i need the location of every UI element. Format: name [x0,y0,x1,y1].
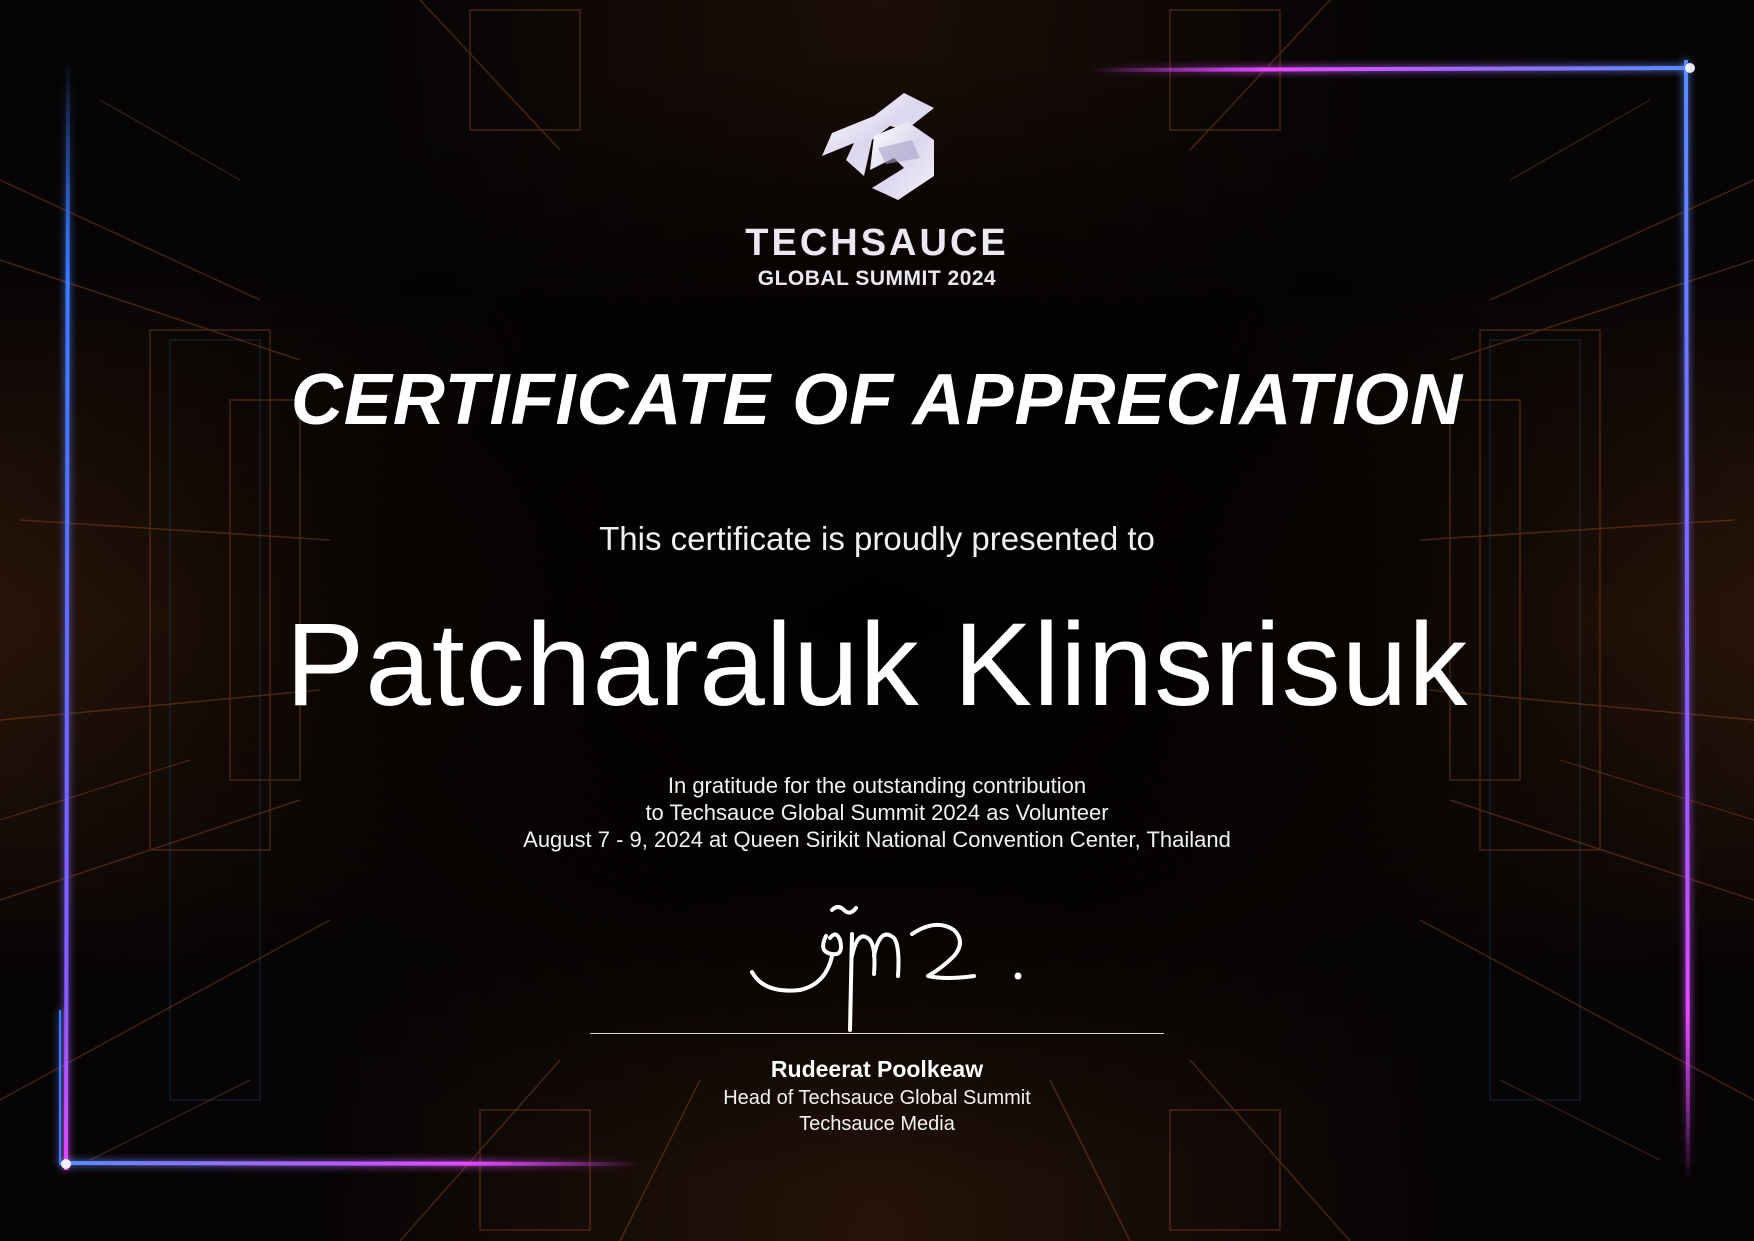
signature [740,896,1040,1046]
signatory-role: Head of Techsauce Global Summit [723,1087,1031,1109]
techsauce-ts-icon [812,88,942,208]
gratitude-line: August 7 - 9, 2024 at Queen Sirikit National Convention Center, Thailand [523,827,1231,852]
certificate-title: CERTIFICATE OF APPRECIATION [290,360,1464,440]
presented-text: This certificate is proudly presented to [599,520,1155,557]
signature-line [590,1033,1164,1034]
signatory-organization: Techsauce Media [799,1113,955,1135]
gratitude-line: In gratitude for the outstanding contribution [667,773,1087,798]
brand-name: TECHSAUCE [745,222,1009,264]
recipient-name: Patcharaluk Klinsrisuk [285,599,1469,731]
signatory-name: Rudeerat Poolkeaw [770,1056,984,1082]
brand-event: GLOBAL SUMMIT 2024 [757,267,997,290]
gratitude-line: to Techsauce Global Summit 2024 as Volunteer [645,800,1109,825]
gratitude-text [0,772,1754,853]
